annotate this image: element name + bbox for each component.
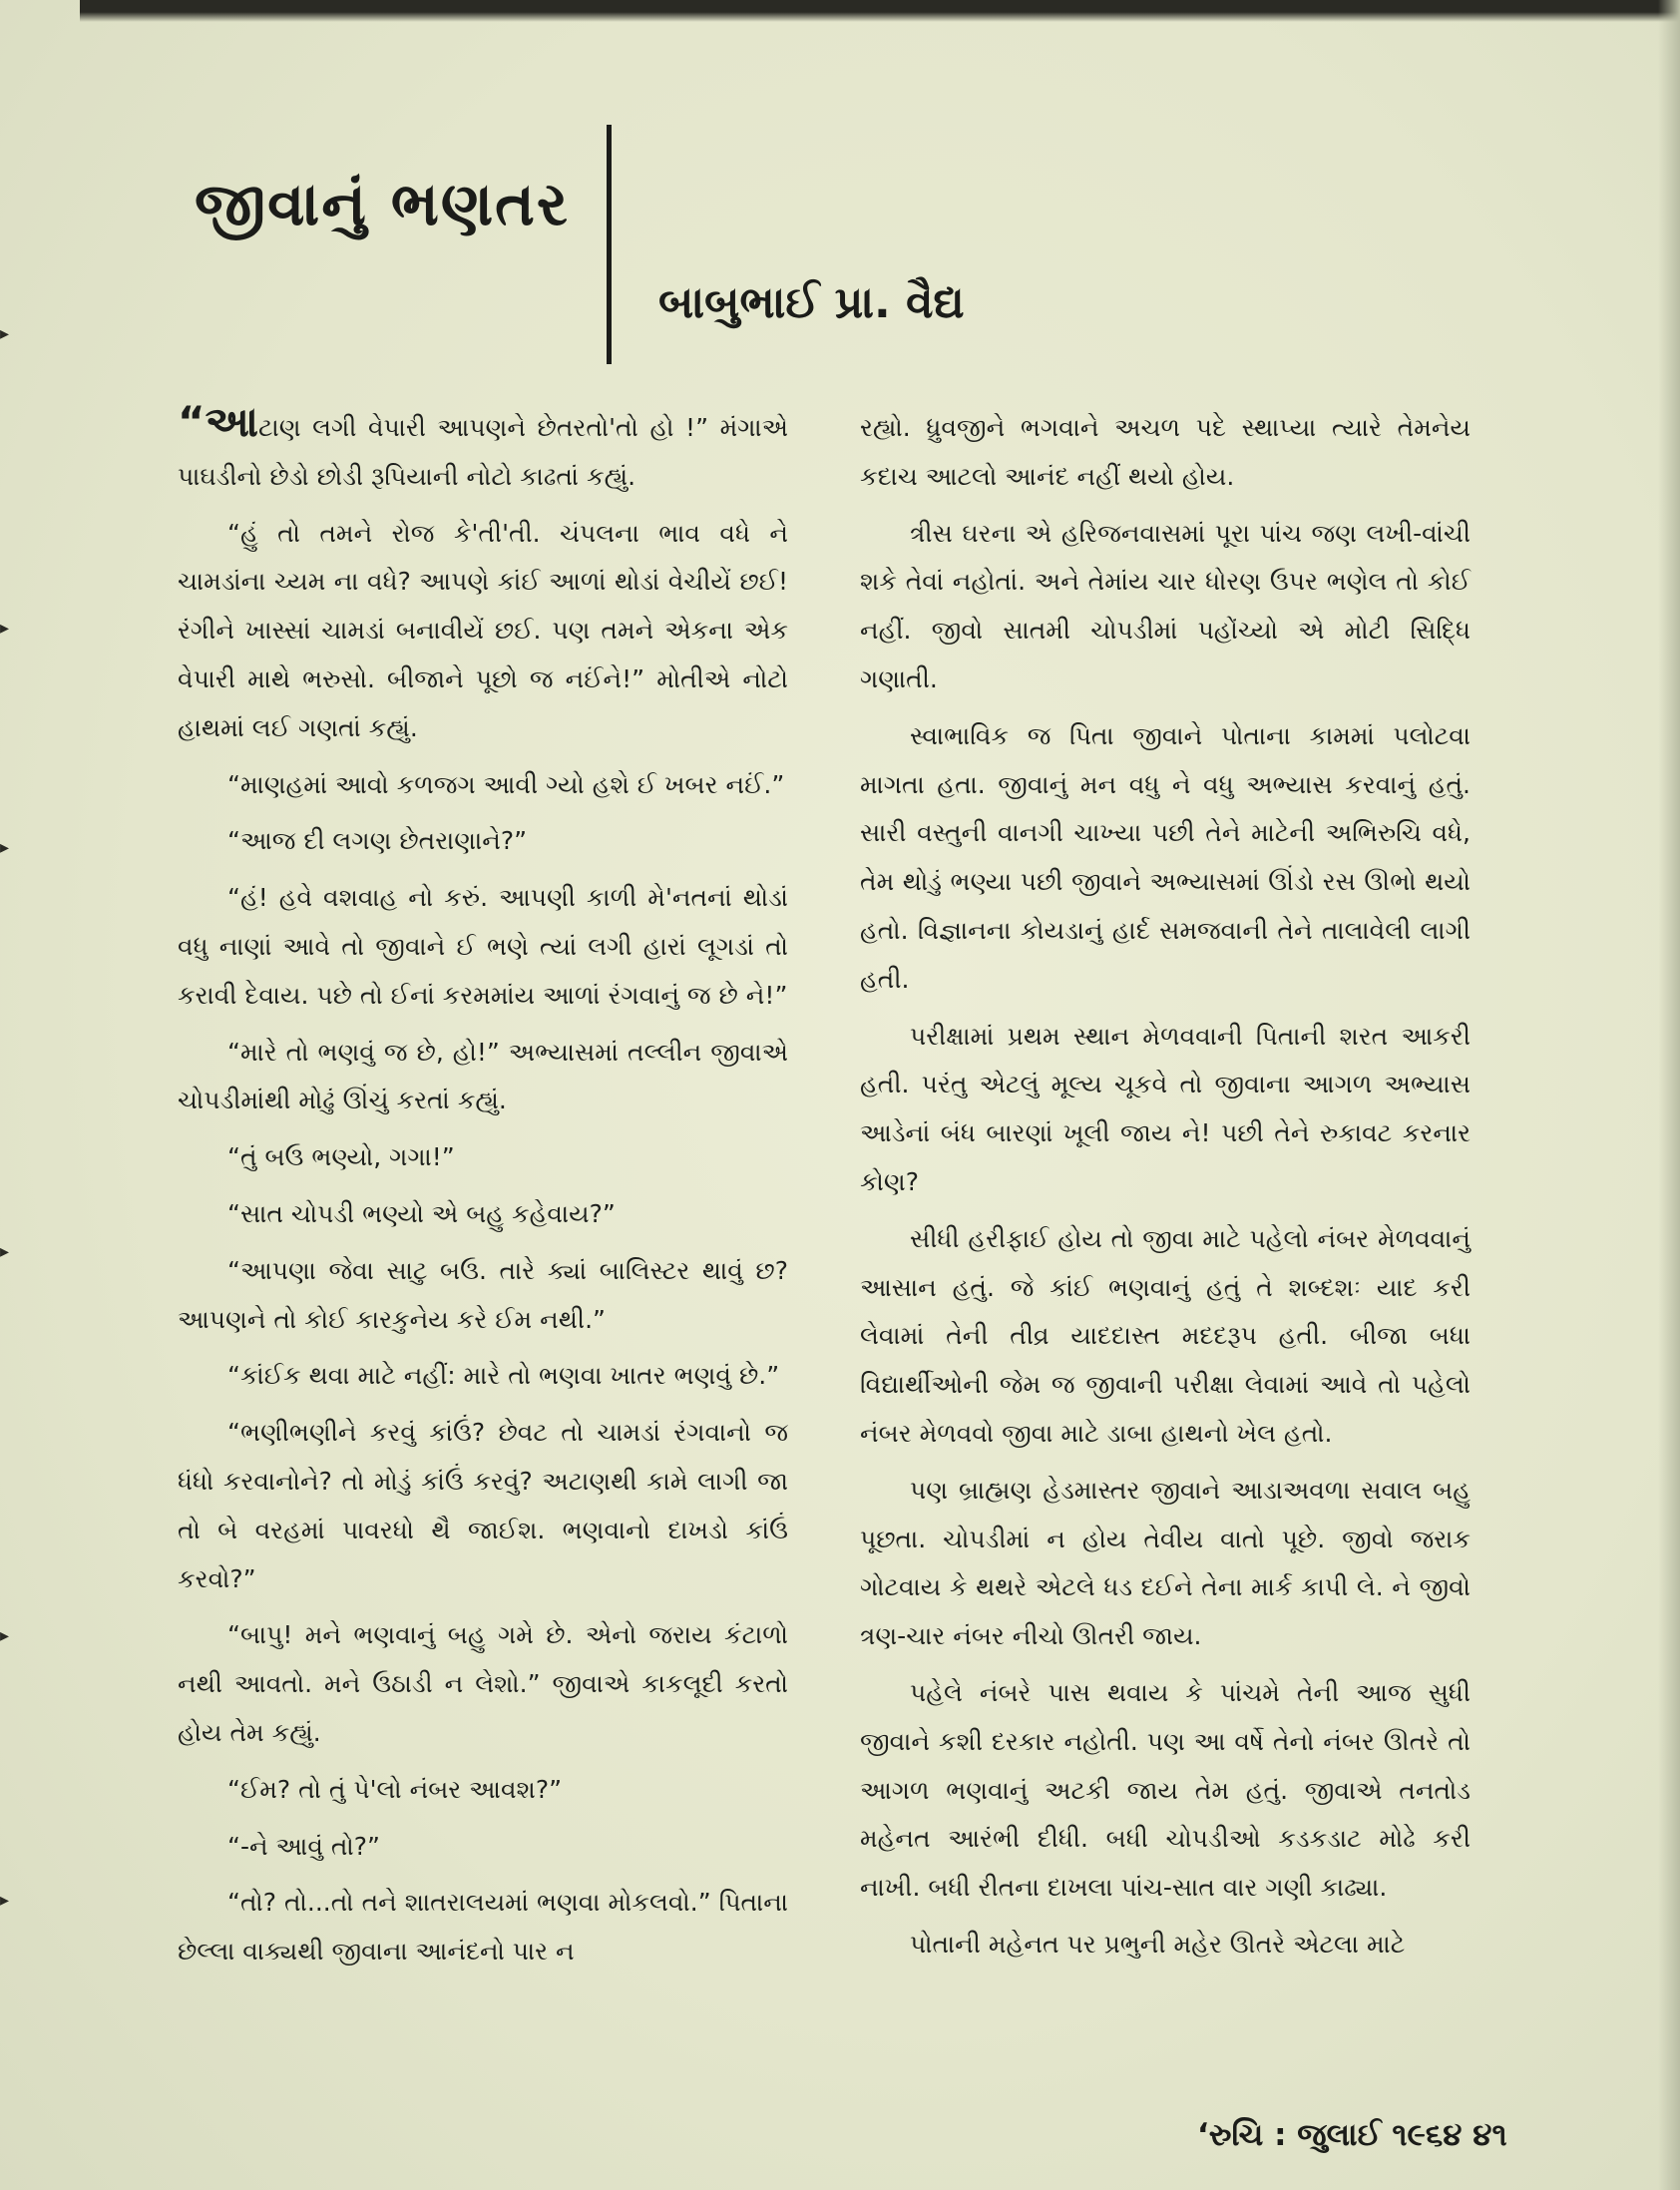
left-column bbox=[178, 397, 788, 1984]
scan-right-edge bbox=[1658, 0, 1680, 2190]
paragraph: “તો? તો...તો તને શાતરાલયમાં ભણવા મોકલવો.” પિતાના છેલ્લા વાક્યથી જીવાના આનંદનો પાર ન bbox=[178, 1888, 788, 1967]
article-author: બાબુભાઈ પ્રા. વૈદ્ય bbox=[658, 277, 965, 328]
binding-mark-icon: ▸ bbox=[0, 1241, 10, 1262]
paragraph: “આપણા જેવા સાટુ બઉ. તારે ક્યાં બાલિસ્ટર થાવું છ? આપણને તો કોઈ કારકુનેય કરે ઈમ નથી.” bbox=[178, 1255, 788, 1334]
paragraph: “ભણીભણીને કરવું કાંઉં? છેવટ તો ચામડાં રંગવાનો જ ધંધો કરવાનોને? તો મોડું કાંઉં કરવું? અટાણથી કામે લાગી જા તો બે વરહમાં પાવરધો થૈ જાઈશ. ભણવાનો દાખડો કાંઉં કરવો?” bbox=[178, 1418, 788, 1593]
binding-mark-icon: ▸ bbox=[0, 323, 10, 344]
paragraph: “બાપુ! મને ભણવાનું બહુ ગમે છે. એનો જરાય કંટાળો નથી આવતો. મને ઉઠાડી ન લેશો.” જીવાએ કાકલૂદી કરતો હોય તેમ કહ્યું. bbox=[178, 1620, 788, 1747]
paragraph: “તું બઉ ભણ્યો, ગગા!” bbox=[227, 1142, 455, 1172]
paragraph: “મારે તો ભણવું જ છે, હો!” અભ્યાસમાં તલ્લીન જીવાએ ચોપડીમાંથી મોઢું ઊંચું કરતાં કહ્યું. bbox=[178, 1037, 788, 1115]
paragraph: પહેલે નંબરે પાસ થવાય કે પાંચમે તેની આજ સુધી જીવાને કશી દરકાર નહોતી. પણ આ વર્ષે તેનો નંબર ઊતરે તો આગળ ભણવાનું અટકી જાય તેમ હતું. જીવાએ તનતોડ મહેનત આરંભી દીધી. બધી ચોપડીઓ કડકડાટ મોઢે કરી નાખી. બધી રીતના દાખલા પાંચ-સાત વાર ગણી કાઢ્યા. bbox=[860, 1677, 1470, 1903]
paragraph: “માણહમાં આવો કળજગ આવી ગ્યો હશે ઈ ખબર નઈં.” bbox=[227, 769, 785, 799]
drop-cap: “આ bbox=[178, 397, 259, 446]
paragraph: પરીક્ષામાં પ્રથમ સ્થાન મેળવવાની પિતાની શરત આકરી હતી. પરંતુ એટલું મૂલ્ય ચૂકવે તો જીવાના આગળ અભ્યાસ આડેનાં બંધ બારણાં ખૂલી જાય ને! પછી તેને રુકાવટ કરનાર કોણ? bbox=[860, 1021, 1470, 1196]
paragraph: “હું તો તમને રોજ કે'તી'તી. ચંપલના ભાવ વધે ને ચામડાંના ચ્યમ ના વધે? આપણે કાંઈ આળાં થોડાં વેચીયેં છઈ! રંગીને ખાસ્સાં ચામડાં બનાવીયેં છઈ. પણ તમને એકના એક વેપારી માથે ભરુસો. બીજાને પૂછો જ નઈંને!” મોતીએ નોટો હાથમાં લઈ ગણતાં કહ્યું. bbox=[178, 518, 788, 742]
binding-mark-icon: ▸ bbox=[0, 837, 10, 858]
paragraph: “હં! હવે વશવાહ નો કરું. આપણી કાળી મે'નતનાં થોડાં વધુ નાણાં આવે તો જીવાને ઈ ભણે ત્યાં લગી હારાં લૂગડાં તો કરાવી દેવાય. પછે તો ઈનાં કરમમાંય આળાં રંગવાનું જ છે ને!” bbox=[178, 883, 788, 1010]
paragraph: “આટાણ લગી વેપારી આપણને છેતરતો'તો હો !” મંગાએ પાઘડીનો છેડો છોડી રૂપિયાની નોટો કાઢતાં કહ્યું. bbox=[178, 397, 788, 491]
binding-mark-icon: ▸ bbox=[0, 1625, 10, 1646]
paragraph: પોતાની મહેનત પર પ્રભુની મહેર ઊતરે એટલા માટે bbox=[910, 1929, 1406, 1959]
paragraph: રહ્યો. ધ્રુવજીને ભગવાને અચળ પદે સ્થાપ્યા ત્યારે તેમનેય કદાચ આટલો આનંદ નહીં થયો હોય. bbox=[860, 413, 1470, 491]
page-footer: ‘રુચિ : જુલાઈ ૧૯૬૪ ૪૧ bbox=[1197, 2117, 1507, 2153]
paragraph: સ્વાભાવિક જ પિતા જીવાને પોતાના કામમાં પલોટવા માગતા હતા. જીવાનું મન વધુ ને વધુ અભ્યાસ કરવાનું હતું. સારી વસ્તુની વાનગી ચાખ્યા પછી તેને માટેની અભિરુચિ વધે, તેમ થોડું ભણ્યા પછી જીવાને અભ્યાસમાં ઊંડો રસ ઊભો થયો હતો. વિજ્ઞાનના કોયડાનું હાર્દ સમજવાની તેને તાલાવેલી લાગી હતી. bbox=[860, 720, 1470, 994]
paragraph: ત્રીસ ઘરના એ હરિજનવાસમાં પૂરા પાંચ જણ લખી-વાંચી શકે તેવાં નહોતાં. અને તેમાંય ચાર ધોરણ ઉપર ભણેલ તો કોઈ નહીં. જીવો સાતમી ચોપડીમાં પહોંચ્યો એ મોટી સિદ્ધિ ગણાતી. bbox=[860, 518, 1470, 693]
paragraph: “સાત ચોપડી ભણ્યો એ બહુ કહેવાય?” bbox=[227, 1198, 616, 1228]
paragraph: “આજ દી લગણ છેતરાણાને?” bbox=[227, 826, 528, 856]
paragraph: પણ બ્રાહ્મણ હેડમાસ્તર જીવાને આડાઅવળા સવાલ બહુ પૂછતા. ચોપડીમાં ન હોય તેવીય વાતો પૂછે. જીવો જરાક ગોટવાય કે થથરે એટલે ધડ દઈને તેના માર્ક કાપી લે. ને જીવો ત્રણ-ચાર નંબર નીચો ઊતરી જાય. bbox=[860, 1475, 1470, 1651]
paragraph: “ઈમ? તો તું પે'લો નંબર આવશ?” bbox=[227, 1774, 563, 1804]
binding-mark-icon: ▸ bbox=[0, 618, 10, 639]
paragraph: સીધી હરીફાઈ હોય તો જીવા માટે પહેલો નંબર મેળવવાનું આસાન હતું. જે કાંઈ ભણવાનું હતું તે શબ્દશઃ યાદ કરી લેવામાં તેની તીવ્ર યાદદાસ્ત મદદરૂપ હતી. બીજા બધા વિદ્યાર્થીઓની જેમ જ જીવાની પરીક્ષા લેવામાં આવે તો પહેલો નંબર મેળવવો જીવા માટે ડાબા હાથનો ખેલ હતો. bbox=[860, 1223, 1470, 1448]
scan-top-shadow bbox=[80, 0, 1680, 22]
paragraph: “કાંઈક થવા માટે નહીં: મારે તો ભણવા ખાતર ભણવું છે.” bbox=[227, 1361, 780, 1391]
binding-mark-icon: ▸ bbox=[0, 1890, 10, 1911]
article-title: જીવાનું ભણતર bbox=[195, 170, 570, 239]
right-column bbox=[860, 404, 1470, 1977]
paragraph: “-ને આવું તો?” bbox=[227, 1831, 380, 1861]
title-divider bbox=[607, 125, 612, 364]
